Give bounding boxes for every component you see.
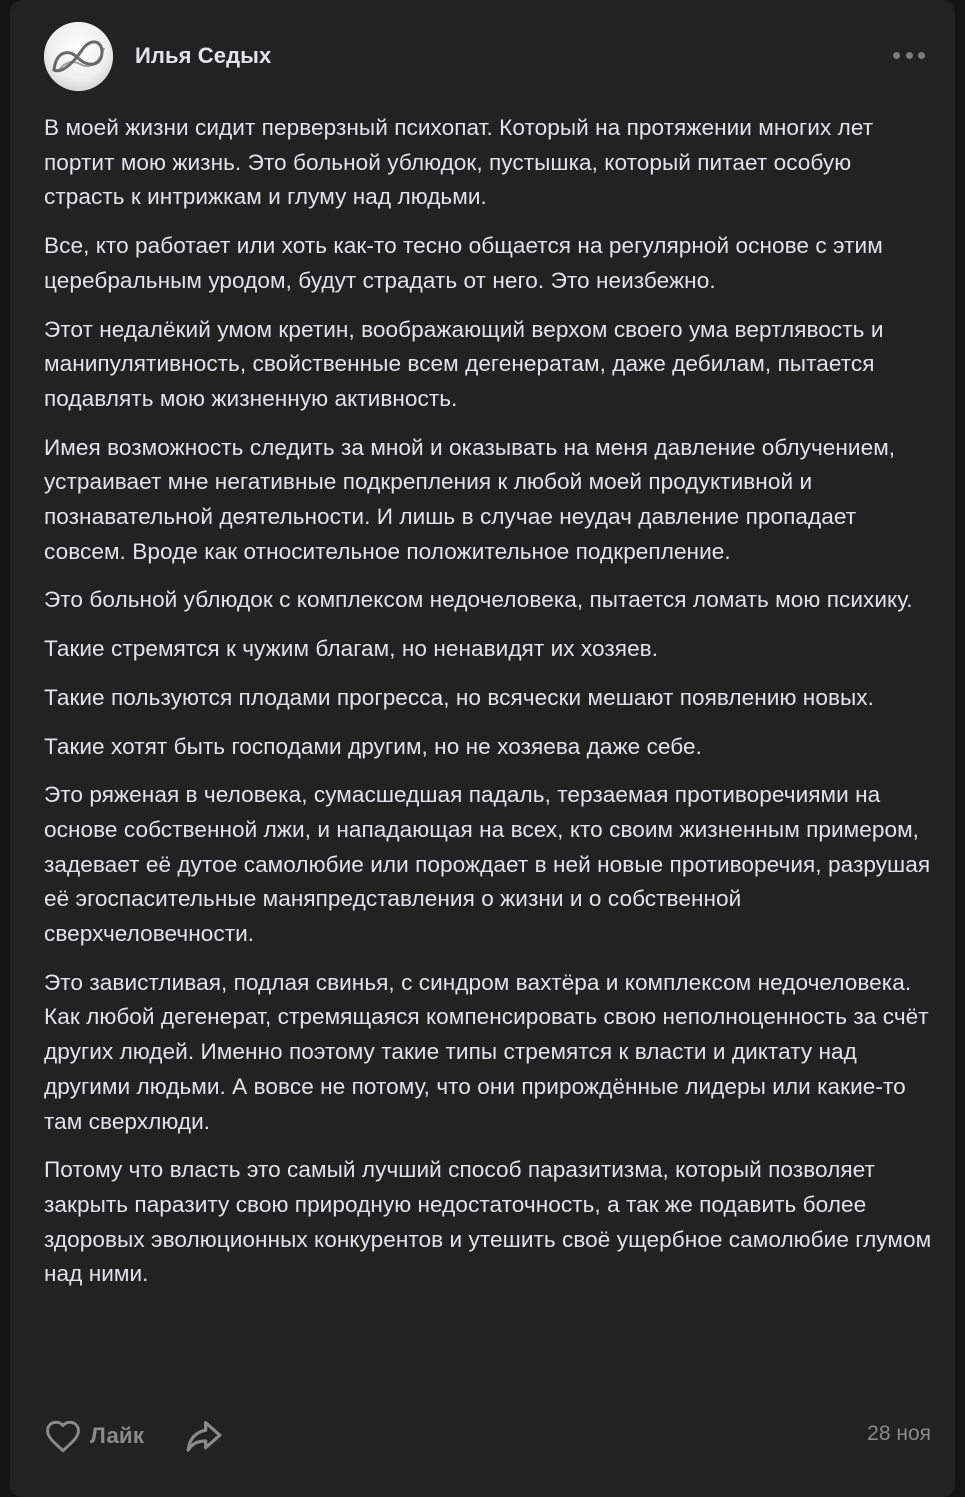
post-card: [10, 0, 955, 1497]
post-paragraph: Это ряженая в человека, сумасшедшая падаль, терзаемая противоречиями на основе собственной лжи, и нападающая на всех, кто своим жизненным примером, задевает её дутое самолюбие или порождает в ней новые противоречия, разрушая её эгоспасительные маняпредставления о жизни и о собственной сверхчеловечности.: [44, 782, 931, 947]
post-header: [44, 22, 931, 92]
post-paragraph: Этот недалёкий умом кретин, воображающий верхом своего ума вертлявость и манипулятивность, свойственные всем дегенератам, даже дебилам, пытается подавлять мою жизненную активность.: [44, 316, 884, 411]
like-label: Лайк: [90, 1423, 144, 1448]
heart-outline-icon: [44, 1419, 82, 1453]
post-paragraph: Все, кто работает или хоть как-то тесно общается на регулярной основе с этим церебральным уродом, будут страдать от него. Это неизбежно.: [44, 233, 883, 293]
post-date: 28 ноя: [867, 1422, 931, 1445]
post-paragraph: В моей жизни сидит перверзный психопат. Который на протяжении многих лет портит мою жизнь. Это больной ублюдок, пустышка, который питает особую страсть к интрижкам и глуму над людьми.: [44, 115, 874, 210]
more-dot: [893, 52, 900, 59]
post-footer: [44, 1413, 931, 1461]
share-arrow-icon: [184, 1417, 224, 1455]
share-button[interactable]: [184, 1417, 224, 1455]
post-paragraph: Имея возможность следить за мной и оказывать на меня давление облучением, устраивает мне негативные подкрепления к любой моей продуктивной и познавательной деятельности. И лишь в случае неудач давление пропадает совсем. Вроде как относительное положительное подкрепление.: [44, 434, 896, 564]
post-paragraph: Такие пользуются плодами прогресса, но всячески мешают появлению новых.: [44, 684, 874, 710]
post-paragraph: Это завистливая, подлая свинья, с синдром вахтёра и комплексом недочеловека. Как любой дегенерат, стремящаяся компенсировать свою неполноценность за счёт других людей. Именно поэтому такие типы стремятся к власти и диктату над другими людьми. А вовсе не потому, что они прирождённые лидеры или какие-то там сверхлюди.: [44, 969, 929, 1134]
more-options-icon[interactable]: [893, 50, 925, 60]
more-dot: [918, 52, 925, 59]
infinity-logo-icon: [44, 22, 113, 91]
more-dot: [906, 52, 913, 59]
post-paragraph: Такие стремятся к чужим благам, но ненавидят их хозяев.: [44, 636, 659, 662]
like-button[interactable]: [44, 1413, 144, 1459]
author-name[interactable]: Илья Седых: [135, 43, 272, 68]
post-paragraph: Это больной ублюдок с комплексом недочеловека, пытается ломать мою психику.: [44, 587, 913, 613]
avatar[interactable]: [44, 22, 113, 91]
post-paragraph: Потому что власть это самый лучший способ паразитизма, который позволяет закрыть паразиту свою природную недостаточность, а так же подавить более здоровых эволюционных конкурентов и утешить своё ущербное самолюбие глумом над ними.: [44, 1157, 932, 1287]
post-text: [44, 111, 934, 1306]
post-paragraph: Такие хотят быть господами другим, но не хозяева даже себе.: [44, 733, 702, 759]
